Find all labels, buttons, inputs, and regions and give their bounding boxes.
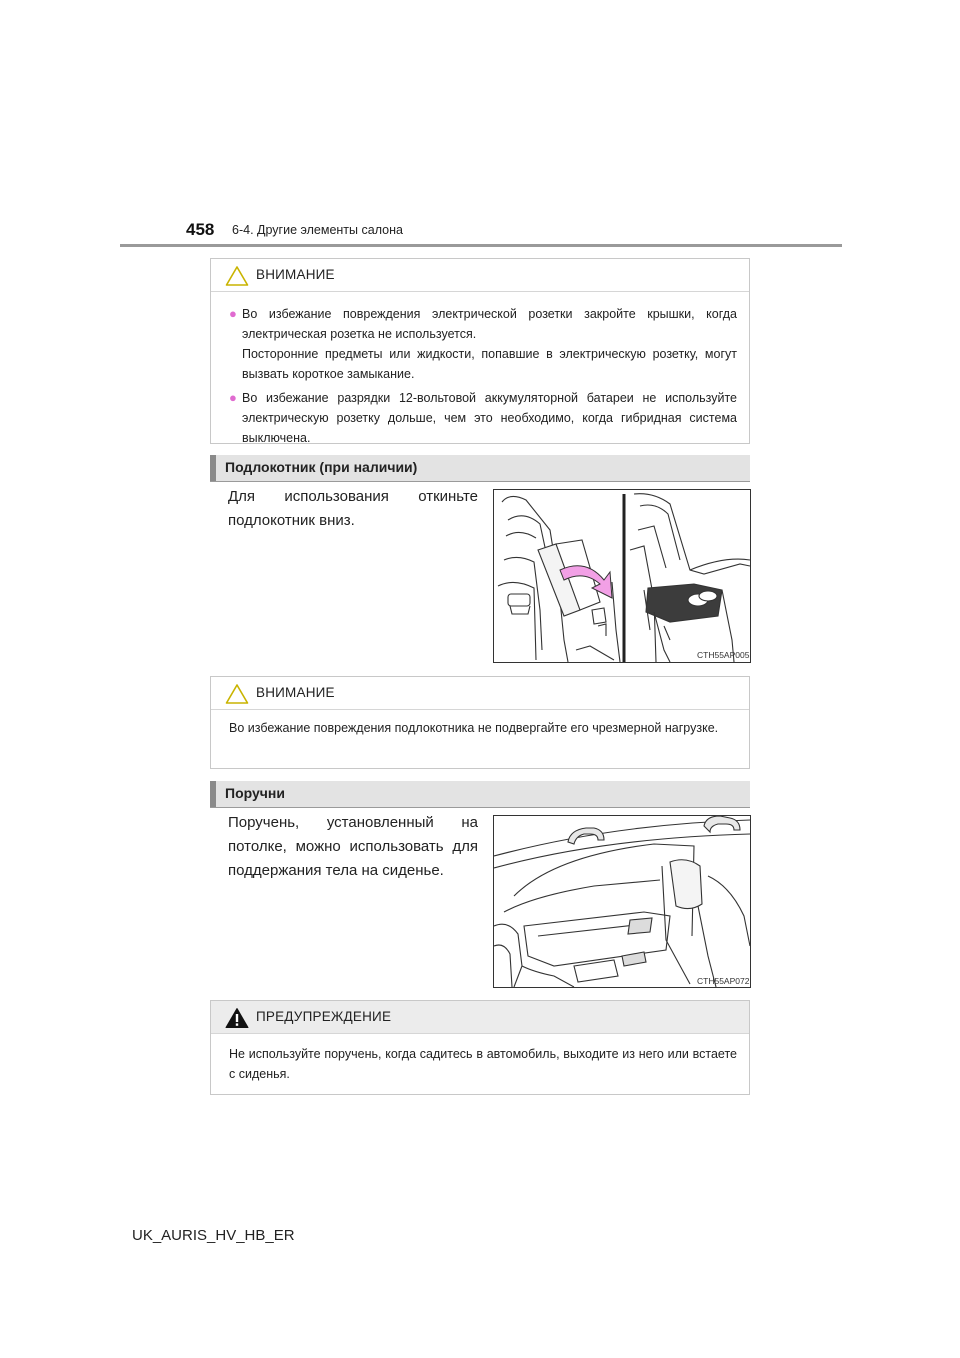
bullet-icon: ● (229, 390, 237, 405)
caution-header (211, 677, 749, 710)
page-number: 458 (186, 220, 215, 239)
armrest-figure (493, 489, 751, 663)
caution-item-text: Во избежание повреждения электрической розетки закройте крышки, когда электрическая розетка не используется. (242, 307, 737, 341)
warning-header (211, 1001, 749, 1034)
handles-figure (493, 815, 751, 988)
section-heading-armrest (210, 455, 750, 481)
warning-text: Не используйте поручень, когда садитесь в автомобиль, выходите из него или встаете с сиденья. (229, 1047, 737, 1081)
figure-code: CTH55AP005 (697, 650, 750, 660)
caution-text: Во избежание повреждения подлокотника не подвергайте его чрезмерной нагрузке. (229, 721, 719, 735)
caution-item (229, 388, 737, 448)
caution-triangle-icon (225, 265, 249, 287)
caution-header (211, 259, 749, 292)
warning-triangle-icon (225, 1007, 249, 1029)
assist-grip-illustration (494, 816, 750, 987)
section-rule (210, 807, 750, 808)
caution-item-text: Во избежание разрядки 12-вольтовой аккумуляторной батареи не используйте электрическую розетку дольше, чем это необходимо, когда гибридная система выключена. (242, 391, 737, 445)
caution-box-armrest (210, 676, 750, 769)
figure-code: CTH55AP072 (697, 976, 750, 986)
bullet-icon: ● (229, 306, 237, 321)
header-rule (120, 244, 842, 247)
section-heading-text: Подлокотник (при наличии) (225, 459, 418, 475)
caution-item-text: Посторонние предметы или жидкости, попавшие в электрическую розетку, могут вызвать короткое замыкание. (242, 347, 737, 381)
warning-title: ПРЕДУПРЕЖДЕНИЕ (256, 1009, 392, 1024)
handles-instruction: Поручень, установленный на потолке, можно использовать для поддержания тела на сиденье. (228, 814, 478, 879)
section-heading-handles (210, 781, 750, 807)
caution-triangle-icon (225, 683, 249, 705)
section-rule (210, 481, 750, 482)
section-heading-text: Поручни (225, 785, 285, 801)
armrest-illustration (494, 490, 750, 662)
armrest-instruction: Для использования откиньте подлокотник вниз. (228, 488, 478, 529)
caution-title: ВНИМАНИЕ (256, 685, 335, 700)
document-code: UK_AURIS_HV_HB_ER (132, 1227, 295, 1244)
caution-box-power-outlet (210, 258, 750, 444)
warning-box (210, 1000, 750, 1095)
caution-title: ВНИМАНИЕ (256, 267, 335, 282)
caution-item (229, 304, 737, 384)
chapter-title: 6-4. Другие элементы салона (232, 223, 403, 237)
